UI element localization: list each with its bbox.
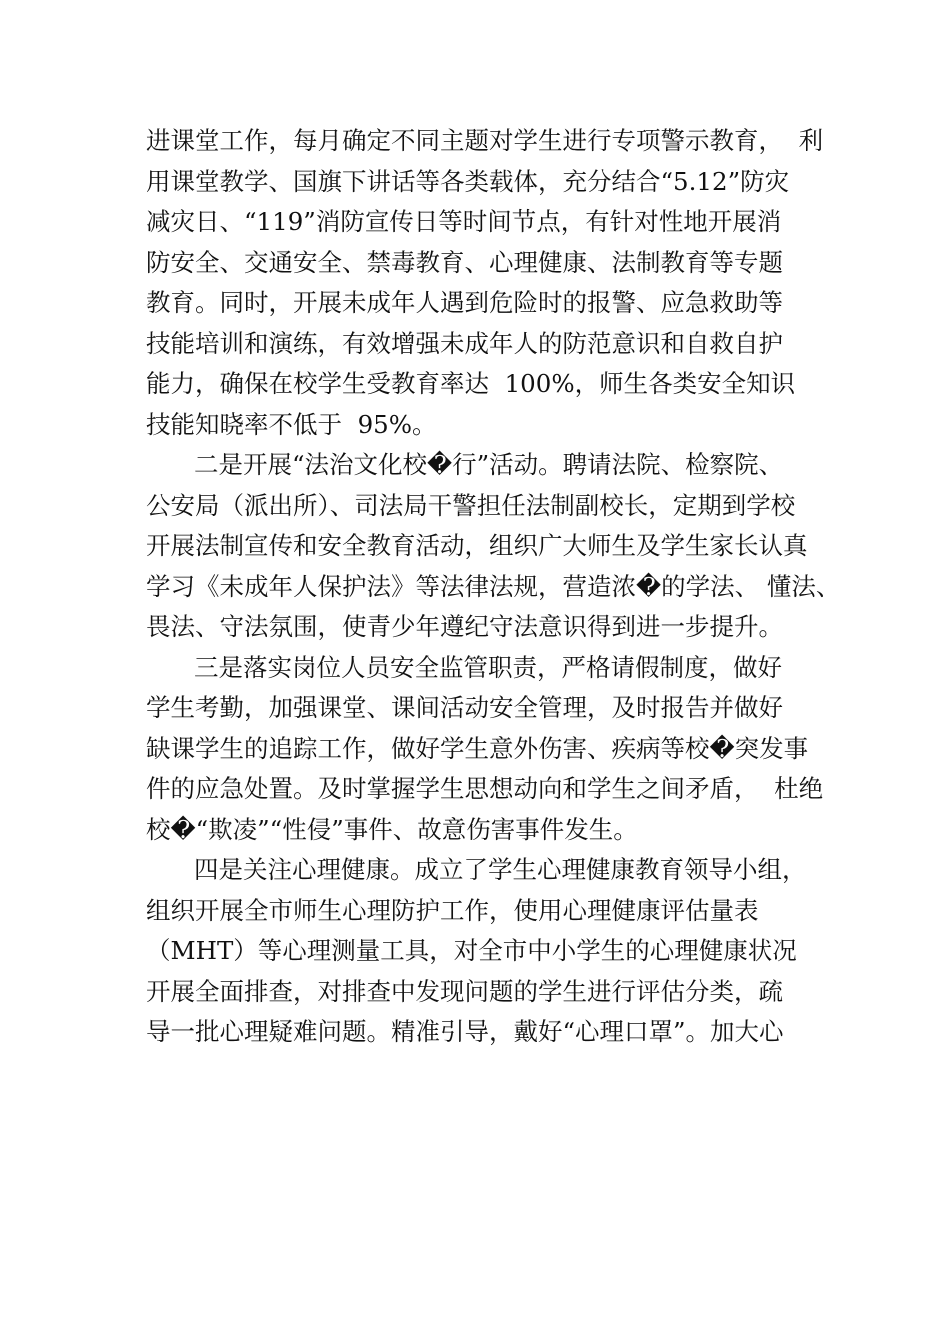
text-line: 件的应急处置。及时掌握学生思想动向和学生之间矛盾， 杜绝 xyxy=(146,774,824,803)
text-line: 能力，确保在校学生受教育率达 100%，师生各类安全知识 xyxy=(146,369,796,398)
text-line: 教育。同时，开展未成年人遇到危险时的报警、应急救助等 xyxy=(146,288,783,317)
text-line: 开展法制宣传和安全教育活动，组织广大师生及学生家长认真 xyxy=(146,531,808,560)
text-line: 学习《未成年人保护法》等法律法规，营造浓�的学法、 懂法、 xyxy=(146,571,841,601)
text-line: 用课堂教学、国旗下讲话等各类载体，充分结合“5.12”防灾 xyxy=(146,166,790,196)
paragraph-first-line: 四是关注心理健康。成立了学生心理健康教育领导小组， xyxy=(194,855,807,884)
text-line: 技能培训和演练，有效增强未成年人的防范意识和自救自护 xyxy=(146,328,783,358)
text-line: 防安全、交通安全、禁毒教育、心理健康、法制教育等专题 xyxy=(146,247,783,277)
text-line: （MHT）等心理测量工具，对全市中小学生的心理健康状况 xyxy=(146,936,797,965)
text-line: 缺课学生的追踪工作，做好学生意外伤害、疾病等校�突发事 xyxy=(146,733,809,763)
paragraph-first-line: 三是落实岗位人员安全监管职责，严格请假制度，做好 xyxy=(194,652,782,682)
paragraph-first-line: 二是开展“法治文化校�行”活动。聘请法院、检察院、 xyxy=(194,450,784,479)
text-line: 校�“欺凌”“性侵”事件、故意伤害事件发生。 xyxy=(146,814,638,844)
text-line: 公安局（派出所）、司法局干警担任法制副校长，定期到学校 xyxy=(146,490,796,520)
text-line: 学生考勤，加强课堂、课间活动安全管理，及时报告并做好 xyxy=(146,693,783,722)
text-line: 畏法、守法氛围，使青少年遵纪守法意识得到进一步提升。 xyxy=(146,612,783,641)
text-line: 开展全面排查，对排查中发现问题的学生进行评估分类，疏 xyxy=(146,976,783,1006)
text-line: 进课堂工作，每月确定不同主题对学生进行专项警示教育， 利 xyxy=(146,126,824,155)
body-text xyxy=(146,121,846,1053)
text-line: 导一批心理疑难问题。精准引导，戴好“心理口罩”。加大心 xyxy=(146,1017,784,1046)
text-line: 组织开展全市师生心理防护工作，使用心理健康评估量表 xyxy=(146,895,759,925)
text-line: 技能知晓率不低于 95%。 xyxy=(146,409,437,439)
text-line: 减灾日、“119”消防宣传日等时间节点，有针对性地开展消 xyxy=(146,207,782,236)
